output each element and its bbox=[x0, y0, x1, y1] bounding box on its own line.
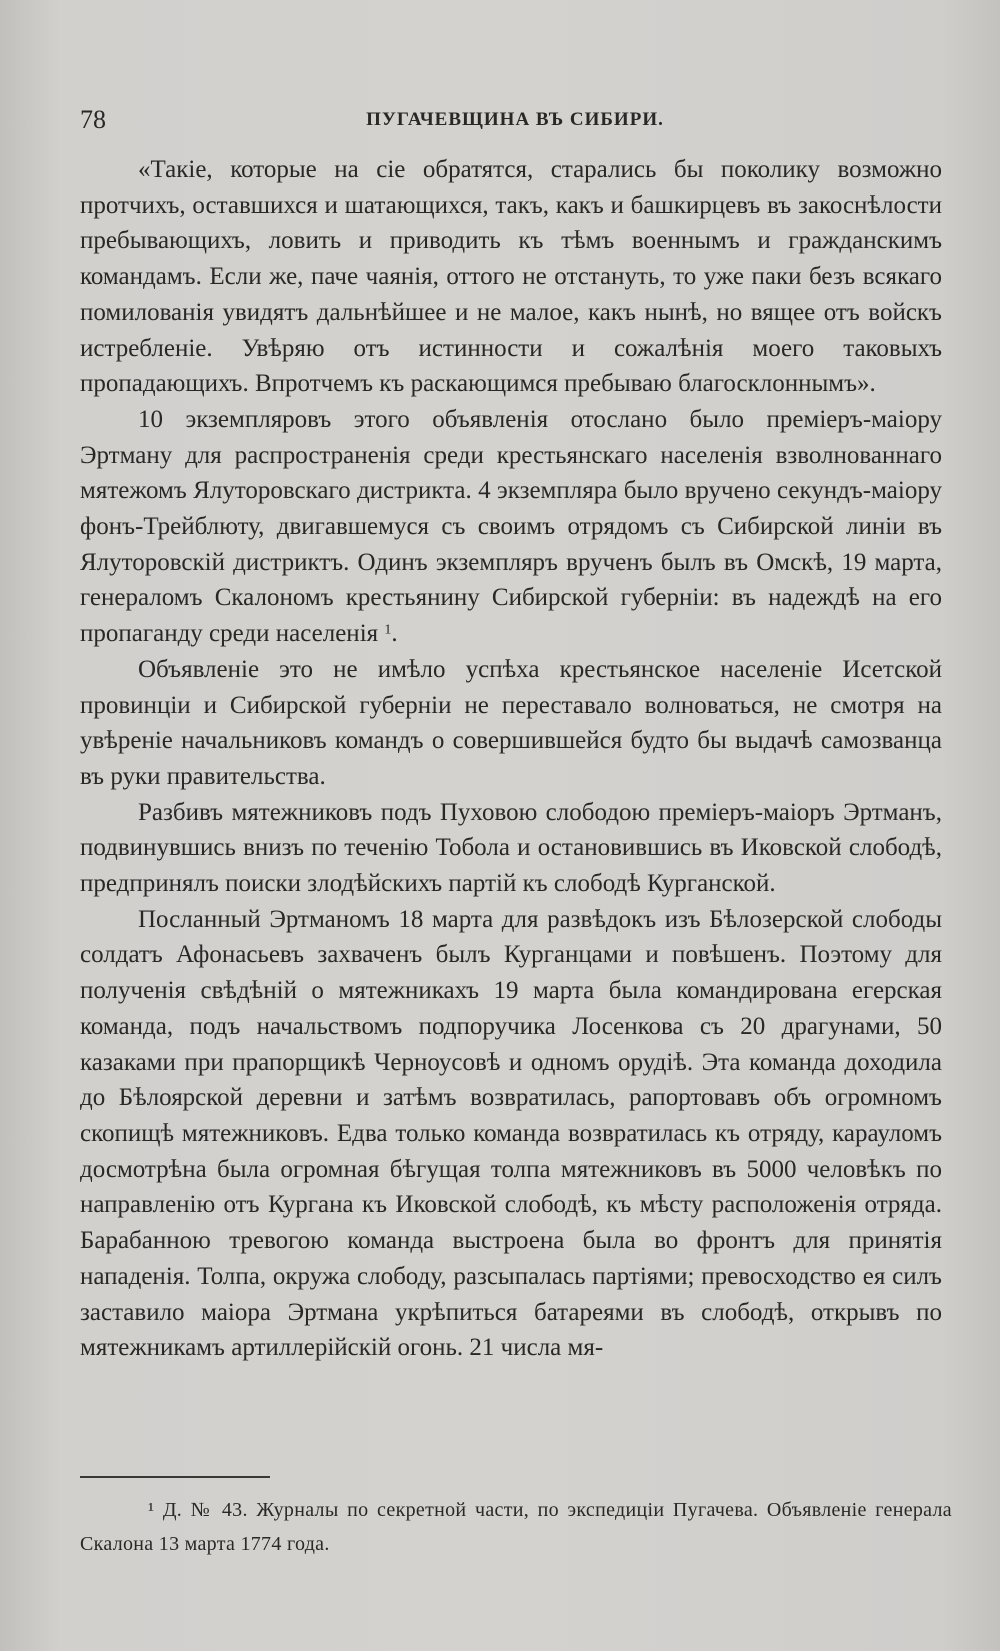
footnote bbox=[80, 1493, 952, 1561]
footnote-marker: ¹ bbox=[148, 1499, 155, 1521]
body-text bbox=[80, 152, 942, 1366]
paragraph-afonasiev: Посланный Эртманомъ 18 марта для развѣдокъ изъ Бѣлозерской слободы солдатъ Афонасьевъ захваченъ былъ Курганцами и повѣшенъ. Поэтому для полученія свѣдѣній о мятежникахъ 19 марта была командирована егерская команда, подъ начальствомъ подпоручика Лосенкова съ 20 драгунами, 50 казаками при прапорщикѣ Черноусовѣ и одномъ орудіѣ. Эта команда доходила до Бѣлоярской деревни и затѣмъ возвратилась, рапортовавъ объ огромномъ скопищѣ мятежниковъ. Едва только команда возвратилась къ отряду, карауломъ досмотрѣна была огромная бѣгущая толпа мятежниковъ въ 5000 человѣкъ по направленію отъ Кургана къ Иковской слободѣ, къ мѣсту расположенія отряда. Барабанною тревогою команда выстроена была во фронтъ для принятія нападенія. Толпа, окружа слободу, разсыпалась партіями; превосходство ея силъ заставило маіора Эртмана укрѣпиться батареями въ слободѣ, открывъ по мятежникамъ артиллерійскій огонь. 21 числа мя- bbox=[80, 905, 942, 1362]
page-header bbox=[80, 100, 950, 140]
footnote-divider bbox=[80, 1476, 270, 1478]
footnote-reference: 1 bbox=[384, 622, 392, 638]
running-title: ПУГАЧЕВЩИНА ВЪ СИБИРИ. bbox=[366, 109, 664, 130]
footnote-reference-suffix: . bbox=[391, 620, 398, 648]
paragraph-quote: «Такіе, которые на сіе обратятся, старались бы поколику возможно протчихъ, оставшихся и шатающихся, такъ, какъ и башкирцевъ въ закоснѣлости пребывающихъ, ловить и приводить къ тѣмъ военнымъ и гражданскимъ командамъ. Если же, паче чаянія, оттого не отстануть, то уже паки безъ всякаго помилованія увидятъ дальнѣйшее и не малое, какъ нынѣ, но вящее отъ войскъ истребленіе. Увѣряю отъ истинности и сожалѣнія моего таковыхъ пропадающихъ. Впротчемъ къ раскающимся пребываю благосклоннымъ». bbox=[80, 156, 942, 398]
paragraph-ertman: Разбивъ мятежниковъ подъ Пуховою слободою преміеръ-маіоръ Эртманъ, подвинувшись внизъ по теченію Тобола и остановившись въ Иковской слободѣ, предпринялъ поиски злодѣйскихъ партій къ слободѣ Курганской. bbox=[80, 798, 942, 898]
paragraph-no-success: Объявленіе это не имѣло успѣха крестьянское населеніе Исетской провинціи и Сибирской губерніи не переставало волноваться, не смотря на увѣреніе начальниковъ командъ о совершившейся будто бы выдачѣ самозванца въ руки правительства. bbox=[80, 655, 942, 790]
footnote-text: Д. № 43. Журналы по секретной части, по экспедиціи Пугачева. Объявленіе генерала Скалона 13 марта 1774 года. bbox=[80, 1499, 952, 1555]
paragraph-copies bbox=[80, 402, 942, 652]
page-number: 78 bbox=[80, 105, 106, 134]
paragraph-copies-text: 10 экземпляровъ этого объявленія отослано было преміеръ-маіору Эртману для распространенія среди крестьянскаго населенія взволнованнаго мятежомъ Ялуторовскаго дистрикта. 4 экземпляра было вручено секундъ-маіору фонъ-Трейблюту, двигавшемуся съ своимъ отрядомъ съ Сибирской линіи въ Ялуторовскій дистриктъ. Одинъ экземпляръ врученъ былъ въ Омскѣ, 19 марта, генераломъ Скалономъ крестьянину Сибирской губерніи: въ надеждѣ на его пропаганду среди населенія bbox=[80, 405, 942, 648]
